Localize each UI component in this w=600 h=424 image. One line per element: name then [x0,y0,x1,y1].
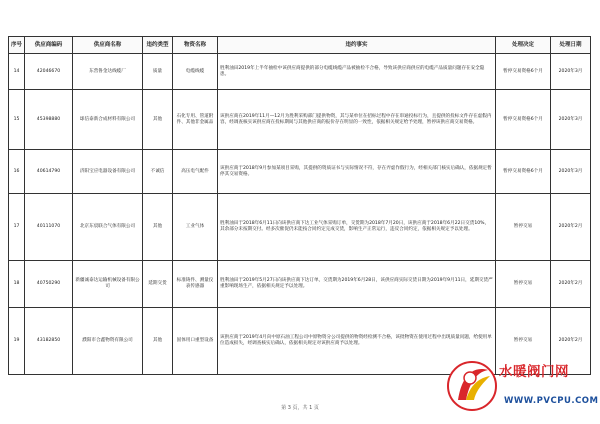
row-supplier-name: 球信泰新合成材料有限公司 [73,90,143,150]
table-row [9,194,591,261]
table-row [9,54,591,90]
row-violation-fact: 胜利油田于2018年6月11日向该供应商下达工业气体采购订单，交货期为2018年7月20日，该供应商于2018年6月22日交货10%，其余部分未按期交付。经多次催促仍未能按合同约定完成交货，影响生产正常运行，违反合同约定，依据相关规定予以处理。 [218,194,496,261]
header-decision: 处理决定 [496,37,551,54]
supplier-penalty-table [8,36,591,375]
row-index: 19 [9,308,25,375]
row-decision: 暂停交易 [496,194,551,261]
row-material-name: 工业气体 [173,194,218,261]
row-date: 2020年2月 [551,308,591,375]
row-index: 18 [9,261,25,308]
row-decision: 暂停交易 [496,308,551,375]
row-supplier-name: 东营鲁金达线缆厂 [73,54,143,90]
row-violation-type: 质量 [143,54,173,90]
header-supplier-name: 供应商名称 [73,37,143,54]
row-date: 2020年3月 [551,54,591,90]
row-date: 2020年2月 [551,261,591,308]
row-violation-fact: 该供应商于2019年4月向中原石油工程公司中原物资分公司提供的物资经检测不合格，该批物资在使用过程中出现质量问题，给使用单位造成损失，经调查核实后确认，依据相关规定对该供应商予以处理。 [218,308,496,375]
row-index: 15 [9,90,25,150]
row-violation-type: 延期交货 [143,261,173,308]
row-supplier-name: 新疆诚泰达运输机械设备有限公司 [73,261,143,308]
table-header-row [9,37,591,54]
row-index: 17 [9,194,25,261]
row-decision: 暂停交易资格6个月 [496,90,551,150]
row-supplier-code: 45398880 [25,90,73,150]
header-date: 处理日期 [551,37,591,54]
table-row [9,261,591,308]
row-violation-fact: 该供应商于2018年9月参加某项目采购，其提供的资质证书与实际情况不符，存在弄虚作假行为，经相关部门核实后确认，依据规定暂停其交易资格。 [218,150,496,194]
page-footer: 第 3 页，共 1 页 [281,405,319,411]
table-row [9,90,591,150]
row-violation-fact: 胜利油田2019年上半年抽检中该供应商提供的部分电缆线缆产品被抽检不合格，导致该供应商供应的电缆产品质量问题存在安全隐患。 [218,54,496,90]
row-supplier-code: 42046670 [25,54,73,90]
row-supplier-code: 43182850 [25,308,73,375]
header-violation-type: 违约类型 [143,37,173,54]
row-supplier-name: 濮阳市合鑫物资有限公司 [73,308,143,375]
row-decision: 暂停交易资格6个月 [496,150,551,194]
row-material-name: 标准铸件、测量仪表传感器 [173,261,218,308]
row-supplier-code: 40614790 [25,150,73,194]
row-decision: 暂停交易资格6个月 [496,54,551,90]
row-decision: 暂停交易 [496,261,551,308]
row-supplier-code: 40750290 [25,261,73,308]
header-material-name: 物资名称 [173,37,218,54]
row-violation-type: 其他 [143,308,173,375]
row-index: 16 [9,150,25,194]
row-date: 2020年3月 [551,150,591,194]
row-date: 2020年2月 [551,194,591,261]
row-date: 2020年3月 [551,90,591,150]
header-index: 序号 [9,37,25,54]
row-violation-fact: 该供应商在2019年11月—12月为胜利采购部门提供物资，其与某单位在招标过程中存在串通投标行为，且提供的投标文件存在虚假内容，经调查核实该供应商在投标期间与其他供应商的报价存在明显的一致性，依据相关规定给予处理，暂停该供应商交易资格。 [218,90,496,150]
watermark-brand: 水暖阀门网 [499,364,569,380]
row-material-name: 石化专用、管道附件、其他非金属品 [173,90,218,150]
row-material-name: 电缆线缆 [173,54,218,90]
row-material-name: 固体用口重型设备 [173,308,218,375]
row-material-name: 高压电气配件 [173,150,218,194]
row-index: 14 [9,54,25,90]
row-supplier-name: 北京东宸联合气体有限公司 [73,194,143,261]
row-violation-type: 其他 [143,194,173,261]
row-violation-type: 其他 [143,90,173,150]
header-violation-fact: 违约事实 [218,37,496,54]
row-violation-fact: 胜利油田于2019年5月27日向该供应商下达订单，交货期为2019年6月28日，该供应商实际交货日期为2019年9月11日，延期交货严重影响现场生产，依据相关规定予以处理。 [218,261,496,308]
row-supplier-name: 济阳宝应电器设备有限公司 [73,150,143,194]
watermark-url: WWW.PVCPU.COM [504,396,599,406]
header-supplier-code: 供应商编码 [25,37,73,54]
table-row [9,150,591,194]
row-supplier-code: 40111070 [25,194,73,261]
row-violation-type: 不诚信 [143,150,173,194]
